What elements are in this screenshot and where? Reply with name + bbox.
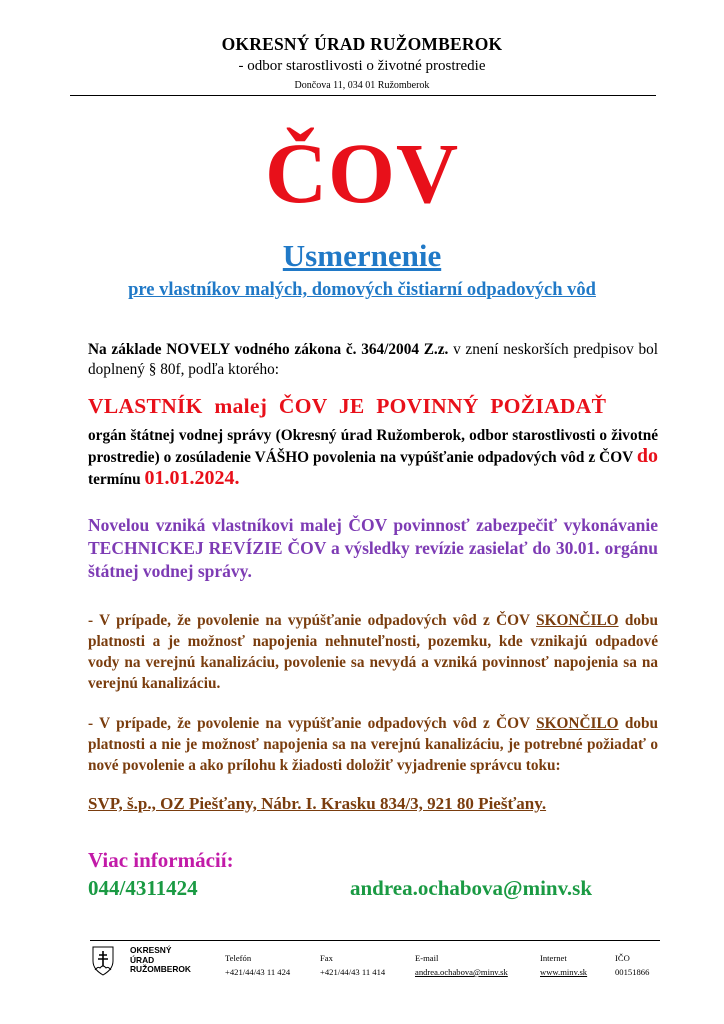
- intro-bold-text: Na základe NOVELY vodného zákona č. 364/2004 Z.z.: [88, 341, 449, 358]
- footer-ico-label: IČO: [615, 953, 630, 963]
- footer-phone-label: Telefón: [225, 953, 252, 963]
- revision-paragraph: Novelou vzniká vlastníkovi malej ČOV povinnosť zabezpečiť vykonávanie TECHNICKEJ REVÍZIE ČOV a výsledky revízie zasielať do 30.01. orgánu štátnej vodnej správy.: [88, 515, 658, 581]
- case-ended-no-sewer-paragraph: [88, 713, 658, 776]
- footer-fax-label: Fax: [320, 953, 333, 963]
- obligation-date: 01.01.2024.: [144, 467, 240, 489]
- intro-paragraph: [88, 340, 658, 380]
- contact-phone: 044/4311424: [88, 876, 198, 900]
- footer-ico: [615, 951, 649, 979]
- svp-address: SVP, š.p., OZ Piešťany, Nábr. I. Krasku 834/3, 921 80 Piešťany.: [88, 794, 547, 813]
- footer-office-line: ÚRAD: [130, 954, 155, 965]
- slovak-coat-of-arms-icon: [92, 946, 114, 976]
- obligation-term-label: termínu: [88, 471, 145, 488]
- case2-text-before: - V prípade, že povolenie na vypúšťanie odpadových vôd z ČOV: [88, 715, 537, 732]
- case1-text-after: dobu platnosti a je možnosť napojenia nehnuteľnosti, pozemku, kde vznikajú odpadové vody na verejnú kanalizáciu, povolenie sa nevydá a vzniká povinnosť napojenia sa na verejnú kanalizáciu.: [88, 612, 658, 692]
- footer-ico-value: 00151866: [615, 967, 650, 977]
- footer-web-link[interactable]: www.minv.sk: [540, 967, 588, 977]
- case1-text-before: - V prípade, že povolenie na vypúšťanie odpadových vôd z ČOV: [88, 612, 537, 629]
- intro-text: v znení neskorších predpisov bol doplnený § 80f, podľa ktorého:: [88, 341, 658, 378]
- office-address: Dončova 11, 034 01 Ružomberok: [294, 80, 430, 91]
- footer-office-name: [130, 946, 191, 975]
- more-info-label: Viac informácií:: [88, 848, 234, 872]
- footer-email-link[interactable]: andrea.ochabova@minv.sk: [415, 967, 508, 977]
- obligation-do: do: [636, 445, 658, 467]
- guidance-subtitle: pre vlastníkov malých, domových čistiarní odpadových vôd: [128, 280, 596, 300]
- office-title: OKRESNÝ ÚRAD RUŽOMBEROK: [221, 34, 503, 54]
- footer-web: [540, 951, 587, 979]
- footer-web-label: Internet: [540, 953, 567, 963]
- footer-phone: [225, 951, 290, 979]
- footer-phone-value: +421/44/43 11 424: [225, 967, 291, 977]
- obligation-paragraph: [88, 425, 658, 490]
- department-name: - odbor starostlivosti o životné prostredie: [238, 58, 486, 74]
- footer-fax: [320, 951, 385, 979]
- case2-ended: SKONČILO: [536, 715, 619, 732]
- footer-divider: [90, 940, 660, 941]
- footer-email: [415, 951, 508, 979]
- footer-email-label: E-mail: [415, 953, 439, 963]
- footer-fax-value: +421/44/43 11 414: [320, 967, 386, 977]
- obligation-headline: VLASTNÍK malej ČOV JE POVINNÝ POŽIADAŤ: [88, 394, 607, 418]
- guidance-title: Usmernenie: [282, 238, 442, 273]
- footer-office-line: OKRESNÝ: [130, 945, 172, 955]
- footer-office-line: RUŽOMBEROK: [130, 964, 191, 974]
- obligation-text: orgán štátnej vodnej správy (Okresný úrad Ružomberok, odbor starostlivosti o životné prostredie) o zosúladenie VÁŠHO povolenia na vypúšťanie odpadových vôd z ČOV: [88, 427, 658, 466]
- case-ended-with-sewer-paragraph: [88, 610, 658, 694]
- case1-ended: SKONČILO: [536, 612, 619, 629]
- case2-text-after: dobu platnosti a nie je možnosť napojenia sa na verejnú kanalizáciu, je potrebné požiadať o nové povolenie a ako prílohu k žiadosti doložiť vyjadrenie správcu toku:: [88, 715, 658, 774]
- page-title: ČOV: [264, 125, 460, 221]
- header-divider: [70, 95, 656, 96]
- contact-email: andrea.ochabova@minv.sk: [350, 876, 593, 900]
